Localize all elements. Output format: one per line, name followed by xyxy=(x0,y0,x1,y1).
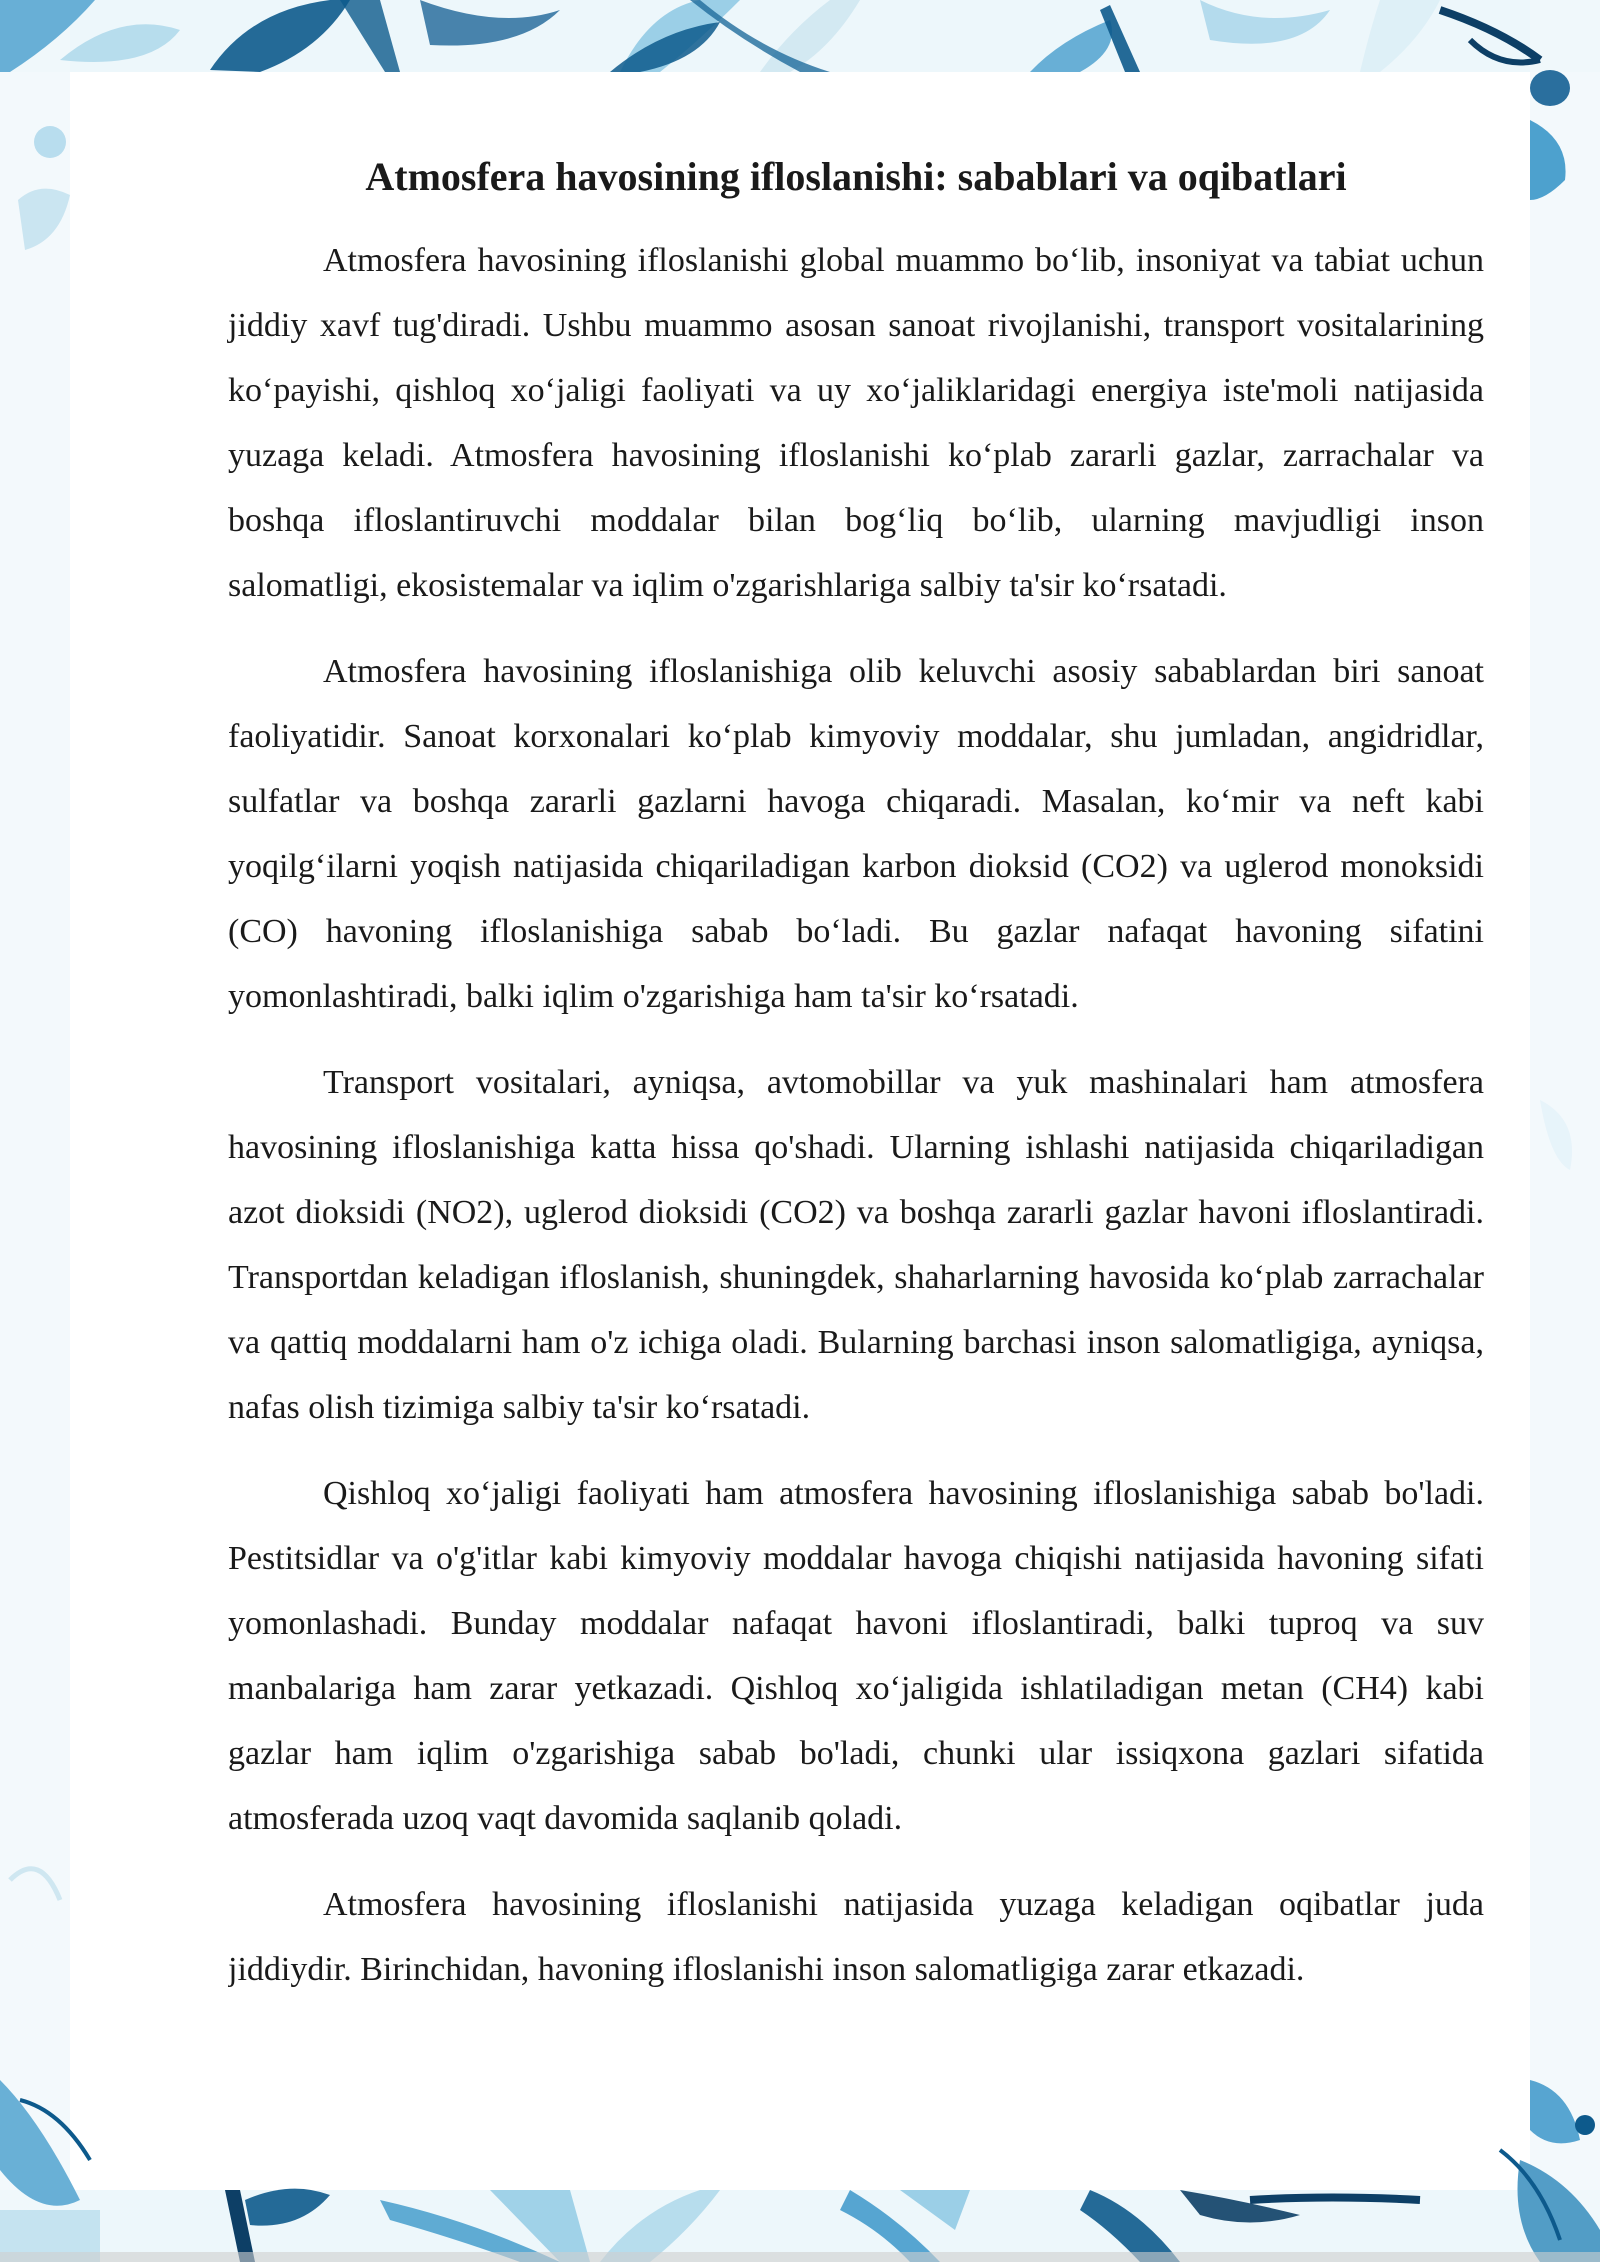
paragraph-1: Atmosfera havosining ifloslanishi global muammo bo‘lib, insoniyat va tabiat uchun jiddiy xavf tug'diradi. Ushbu muammo asosan sanoat rivojlanishi, transport vositalarining ko‘payishi, qishloq xo‘jaligi faoliyati va uy xo‘jaliklaridagi energiya iste'moli natijasida yuzaga keladi. Atmosfera havosining ifloslanishi ko‘plab zararli gazlar, zarrachalar va boshqa ifloslantiruvchi moddalar bilan bog‘liq bo‘lib, ularning mavjudligi inson salomatligi, ekosistemalar va iqlim o'zgarishlariga salbiy ta'sir ko‘rsatadi. xyxy=(228,242,1484,604)
paragraph-3: Transport vositalari, ayniqsa, avtomobillar va yuk mashinalari ham atmosfera havosining ifloslanishiga katta hissa qo'shadi. Ularning ishlashi natijasida chiqariladigan azot dioksidi (NO2), uglerod dioksidi (CO2) va boshqa zararli gazlar havoni ifloslantiradi. Transportdan keladigan ifloslanish, shuningdek, shaharlarning havosida ko‘plab zarrachalar va qattiq moddalarni ham o'z ichiga oladi. Bularning barchasi inson salomatligiga, ayniqsa, nafas olish tizimiga salbiy ta'sir ko‘rsatadi. xyxy=(228,1064,1484,1426)
paragraph-5: Atmosfera havosining ifloslanishi natijasida yuzaga keladigan oqibatlar juda jiddiydir. Birinchidan, havoning ifloslanishi inson salomatligiga zarar etkazadi. xyxy=(228,1886,1484,1988)
document-title: Atmosfera havosining ifloslanishi: sabablari va oqibatlari xyxy=(365,154,1347,199)
paragraph-2: Atmosfera havosining ifloslanishiga olib keluvchi asosiy sabablardan biri sanoat faoliyatidir. Sanoat korxonalari ko‘plab kimyoviy moddalar, shu jumladan, angidridlar, sulfatlar va boshqa zararli gazlarni havoga chiqaradi. Masalan, ko‘mir va neft kabi yoqilg‘ilarni yoqish natijasida chiqariladigan karbon dioksid (CO2) va uglerod monoksidi (CO) havoning ifloslanishiga sabab bo‘ladi. Bu gazlar nafaqat havoning sifatini yomonlashtiradi, balki iqlim o'zgarishiga ham ta'sir ko‘rsatadi. xyxy=(228,653,1484,1015)
paragraph-4: Qishloq xo‘jaligi faoliyati ham atmosfera havosining ifloslanishiga sabab bo'ladi. Pestitsidlar va o'g'itlar kabi kimyoviy moddalar havoga chiqishi natijasida havoning sifati yomonlashadi. Bunday moddalar nafaqat havoni ifloslantiradi, balki tuproq va suv manbalariga ham zarar yetkazadi. Qishloq xo‘jaligida ishlatiladigan metan (CH4) kabi gazlar ham iqlim o'zgarishiga sabab bo'ladi, chunki ular issiqxona gazlari sifatida atmosferada uzoq vaqt davomida saqlanib qoladi. xyxy=(228,1475,1484,1837)
document-body xyxy=(228,146,1484,2002)
